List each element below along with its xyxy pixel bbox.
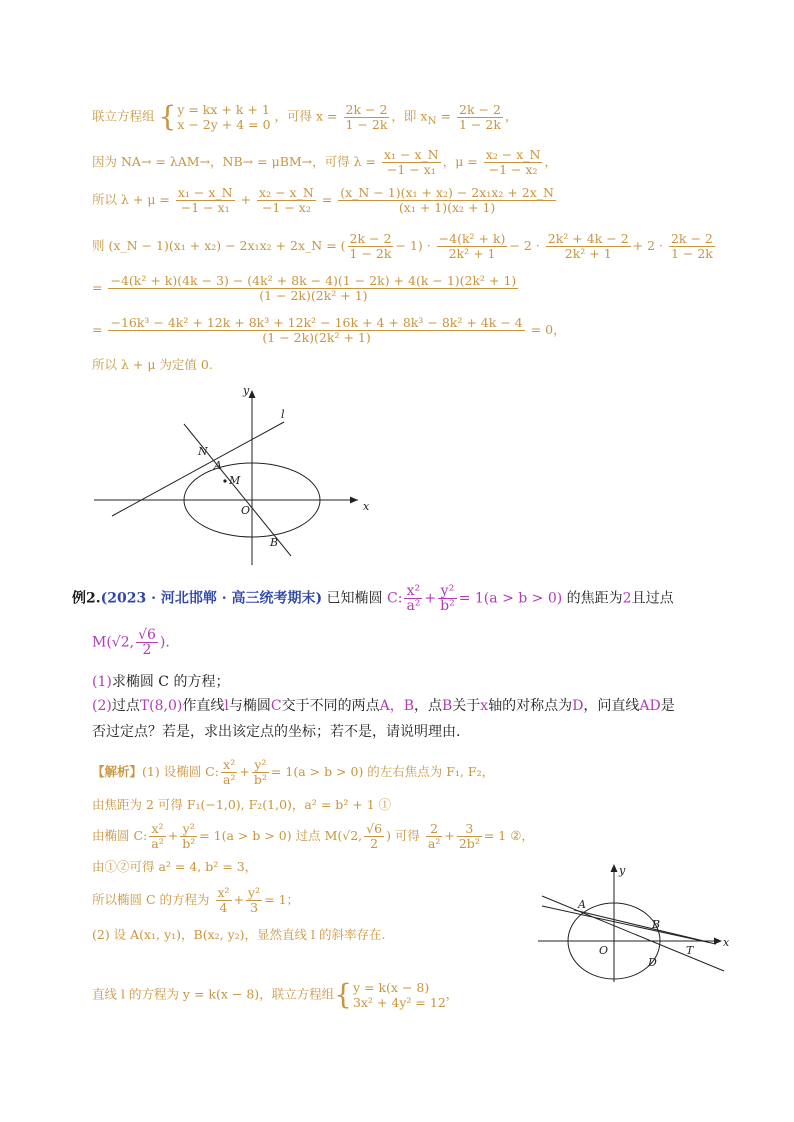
num: y²	[248, 885, 261, 900]
text: − 2 ·	[509, 238, 540, 253]
figure1-ellipse-diagram	[88, 380, 378, 570]
fraction	[216, 886, 232, 915]
text: =	[321, 192, 333, 207]
fraction	[344, 103, 390, 132]
den: −1 − x₂	[488, 162, 538, 177]
text: 且过点	[631, 590, 674, 607]
den: (1 − 2k)(2k² + 1)	[259, 288, 368, 303]
num: √6	[366, 821, 383, 836]
fraction	[136, 628, 158, 657]
text: = 1(a > b > 0) 过点 M(√2,	[199, 828, 363, 843]
den: a²	[151, 836, 164, 851]
fraction	[257, 186, 316, 215]
text: 所以 λ + μ 为定值 0.	[92, 357, 213, 372]
line-l	[112, 422, 284, 516]
text: +	[233, 892, 245, 907]
text: 因为 NA→ = λAM→，NB→ = μBM→，可得 λ =	[92, 154, 376, 169]
text: AD	[639, 698, 661, 714]
text: D	[572, 698, 584, 714]
text: C	[270, 698, 282, 714]
text: +	[239, 764, 250, 779]
solution2-line4	[92, 858, 257, 876]
y-arrow	[611, 864, 618, 872]
text: + 2 ·	[632, 238, 663, 253]
label-x: x	[363, 500, 370, 513]
fraction	[669, 232, 715, 261]
text: = 1 ②，	[483, 828, 534, 843]
text: ，	[445, 986, 459, 1002]
text: ，	[504, 108, 518, 124]
brace: {	[158, 100, 177, 133]
fraction	[382, 148, 441, 177]
num: y²	[252, 758, 269, 773]
den: 1 − 2k	[345, 116, 388, 132]
solution2-line3	[92, 822, 534, 851]
brace: {	[334, 978, 352, 1011]
fraction	[180, 822, 197, 851]
den: a²	[427, 836, 441, 851]
den: 2k² + 1	[564, 246, 612, 261]
solution1-line6	[92, 316, 566, 345]
solution2-line1	[92, 758, 494, 787]
eq: 3x² + 4y² = 12	[352, 995, 446, 1010]
num: (x_N − 1)(x₁ + x₂) − 2x₁x₂ + 2x_N	[340, 185, 554, 200]
solution2-line2	[92, 796, 391, 814]
label-b: B	[270, 536, 279, 549]
fraction	[457, 103, 503, 132]
eq: x − 2y + 4 = 0	[177, 117, 271, 132]
text: (1) 设椭圆 C:	[142, 764, 219, 779]
den: (1 − 2k)(2k² + 1)	[262, 330, 371, 345]
solution2-line6	[92, 926, 385, 944]
den: a²	[406, 598, 421, 614]
text: 作直线	[182, 698, 225, 714]
text: 由椭圆 C:	[92, 828, 148, 843]
den: 2	[370, 836, 379, 851]
text: 直线 l 的方程为 y = k(x − 8)，联立方程组	[92, 986, 335, 1002]
label-t: T	[686, 944, 694, 957]
example2-part2	[92, 696, 675, 716]
num: x₁ − x_N	[383, 147, 439, 162]
fraction	[252, 758, 269, 787]
solution-tag: 【解析】	[92, 764, 143, 779]
den: 1 − 2k	[349, 246, 392, 261]
ellipse-name: C:	[387, 590, 403, 607]
text: x	[480, 698, 489, 714]
fraction	[221, 758, 237, 787]
text: ，	[544, 154, 557, 169]
num: x₂ − x_N	[485, 147, 541, 162]
figure2-ellipse-diagram	[534, 858, 734, 984]
part-tag: (2)	[92, 698, 112, 714]
text: =	[92, 322, 103, 337]
label-a: A	[578, 898, 586, 911]
den: b²	[182, 836, 196, 851]
text: ，问直线	[583, 698, 640, 714]
text: T(8,0)	[139, 698, 183, 714]
den: 2b²	[458, 836, 480, 851]
den: 2	[142, 642, 152, 658]
den: 1 − 2k	[670, 246, 713, 261]
text: M(√2,	[92, 634, 135, 651]
fraction	[404, 584, 422, 613]
text: = 1；	[264, 892, 300, 907]
fraction	[426, 822, 442, 851]
num: 3	[457, 822, 482, 837]
text: 所以 λ + μ =	[92, 192, 170, 207]
fraction	[457, 822, 482, 851]
eq: y = k(x − 8)	[352, 980, 430, 995]
solution1-line3	[92, 186, 558, 215]
num: x²	[217, 885, 230, 900]
den: −1 − x₁	[180, 200, 230, 215]
text: 由①②可得 a² = 4, b² = 3，	[92, 859, 258, 874]
text: 交于不同的两点	[281, 698, 380, 714]
num: −16k³ − 4k² + 12k + 8k³ + 12k² − 16k + 4 + 8k³ − 8k² + 4k − 4	[110, 315, 523, 330]
text: =	[92, 280, 103, 295]
text: A，B	[379, 698, 414, 714]
label-y: y	[619, 864, 626, 877]
text: 则 (x_N − 1)(x₁ + x₂) − 2x₁x₂ + 2x_N = (	[92, 238, 346, 253]
text: 是	[660, 698, 675, 714]
num: 2k − 2	[459, 101, 501, 117]
num: −4(k² + k)(4k − 3) − (4k² + 8k − 4)(1 − 2k) + 4(k − 1)(2k² + 1)	[110, 273, 517, 288]
fraction	[364, 822, 384, 851]
num: y²	[180, 822, 197, 837]
fraction	[149, 822, 165, 851]
num: 2k − 2	[349, 231, 392, 246]
y-arrow	[249, 390, 256, 398]
label-l: l	[281, 408, 285, 421]
fraction	[108, 274, 518, 303]
num: 2k² + 4k − 2	[547, 231, 629, 246]
text: +	[424, 590, 437, 607]
den: −1 − x₂	[261, 200, 311, 215]
example2-line1	[72, 584, 674, 613]
text: ) 可得	[386, 828, 420, 843]
fraction	[176, 186, 235, 215]
label-y: y	[243, 384, 250, 397]
text: ，即 x	[391, 108, 428, 124]
text: B	[441, 698, 453, 714]
text: = 1(a > b > 0) 的左右焦点为 F₁, F₂，	[270, 764, 495, 779]
label-d: D	[648, 956, 657, 969]
num: x₂ − x_N	[259, 185, 314, 200]
label-o: O	[599, 944, 609, 957]
label-x: x	[723, 936, 730, 949]
den: 4	[219, 900, 228, 915]
example2-part2-line2	[92, 722, 460, 742]
text: ，μ =	[442, 154, 478, 169]
point-m	[223, 479, 226, 482]
text: =	[436, 108, 452, 124]
part-tag: (1)	[92, 674, 112, 690]
text: +	[240, 192, 252, 207]
num: y²	[438, 584, 457, 599]
solution2-line7	[92, 980, 458, 1010]
den: a²	[222, 772, 236, 787]
fraction	[348, 232, 394, 261]
den: 1 − 2k	[459, 116, 501, 132]
fraction	[546, 232, 631, 261]
num: x²	[404, 584, 422, 599]
equation-system	[177, 102, 270, 132]
x-arrow	[350, 497, 358, 504]
text: 与椭圆	[228, 698, 271, 714]
fraction	[246, 886, 262, 915]
example-source: (2023 · 河北邯郸 · 高三统考期末)	[100, 590, 323, 607]
label-o: O	[241, 504, 251, 517]
num: x²	[221, 758, 237, 773]
fraction	[437, 232, 508, 261]
text: − 1) ·	[395, 238, 431, 253]
solution1-line2	[92, 148, 557, 177]
text: l	[224, 698, 229, 714]
text: +	[167, 828, 179, 843]
text: = 1(a > b > 0)	[458, 590, 563, 607]
text: 2	[622, 590, 632, 607]
text: 所以椭圆 C 的方程为	[92, 892, 210, 907]
solution2-line5	[92, 886, 299, 915]
text: 关于	[452, 698, 481, 714]
num: 2k − 2	[670, 231, 713, 246]
den: b²	[253, 772, 267, 787]
text: 轴的对称点为	[488, 698, 573, 714]
solution1-line5	[92, 274, 520, 303]
num: −4(k² + k)	[438, 231, 506, 246]
label-m: M	[229, 474, 241, 487]
solution1-line4	[92, 232, 717, 261]
num: x₁ − x_N	[177, 185, 233, 200]
text: ，可得 x =	[274, 108, 338, 124]
den: −1 − x₁	[386, 162, 436, 177]
fraction	[108, 316, 524, 345]
example-label: 例2.	[72, 590, 101, 607]
equation-system	[353, 980, 446, 1010]
text: 的焦距为	[566, 590, 623, 607]
text: ，点	[413, 698, 442, 714]
den: 2k² + 1	[448, 246, 496, 261]
fraction	[438, 584, 457, 613]
text: 联立方程组	[92, 108, 155, 124]
example2-part1	[92, 672, 229, 692]
text: 否过定点？若是，求出该定点的坐标；若不是，请说明理由.	[92, 724, 461, 740]
label-a: A	[214, 459, 222, 472]
num: x²	[149, 822, 165, 837]
label-n: N	[198, 445, 208, 458]
eq: y = kx + k + 1	[177, 102, 270, 117]
solution1-line1	[92, 102, 517, 132]
text: 由焦距为 2 可得 F₁(−1,0), F₂(1,0)，a² = b² + 1 ①	[92, 797, 392, 812]
text: 过点	[111, 698, 140, 714]
sub: N	[427, 115, 437, 127]
den: 3	[250, 900, 259, 915]
den: (x₁ + 1)(x₂ + 1)	[398, 200, 496, 215]
text: 已知椭圆	[326, 590, 383, 607]
fraction	[338, 186, 556, 215]
example2-line2	[92, 628, 170, 657]
text: (2) 设 A(x₁, y₁)，B(x₂, y₂)，显然直线 l 的斜率存在.	[92, 927, 386, 942]
den: b²	[440, 598, 455, 614]
text: +	[444, 828, 455, 843]
text: ).	[159, 634, 170, 651]
solution1-line7	[92, 356, 213, 374]
num: 2k − 2	[345, 101, 388, 117]
text: = 0，	[530, 322, 566, 337]
num: √6	[138, 627, 156, 643]
text: 求椭圆 C 的方程；	[111, 674, 230, 690]
fraction	[484, 148, 543, 177]
num: 2	[426, 822, 442, 837]
label-b: B	[652, 918, 661, 931]
